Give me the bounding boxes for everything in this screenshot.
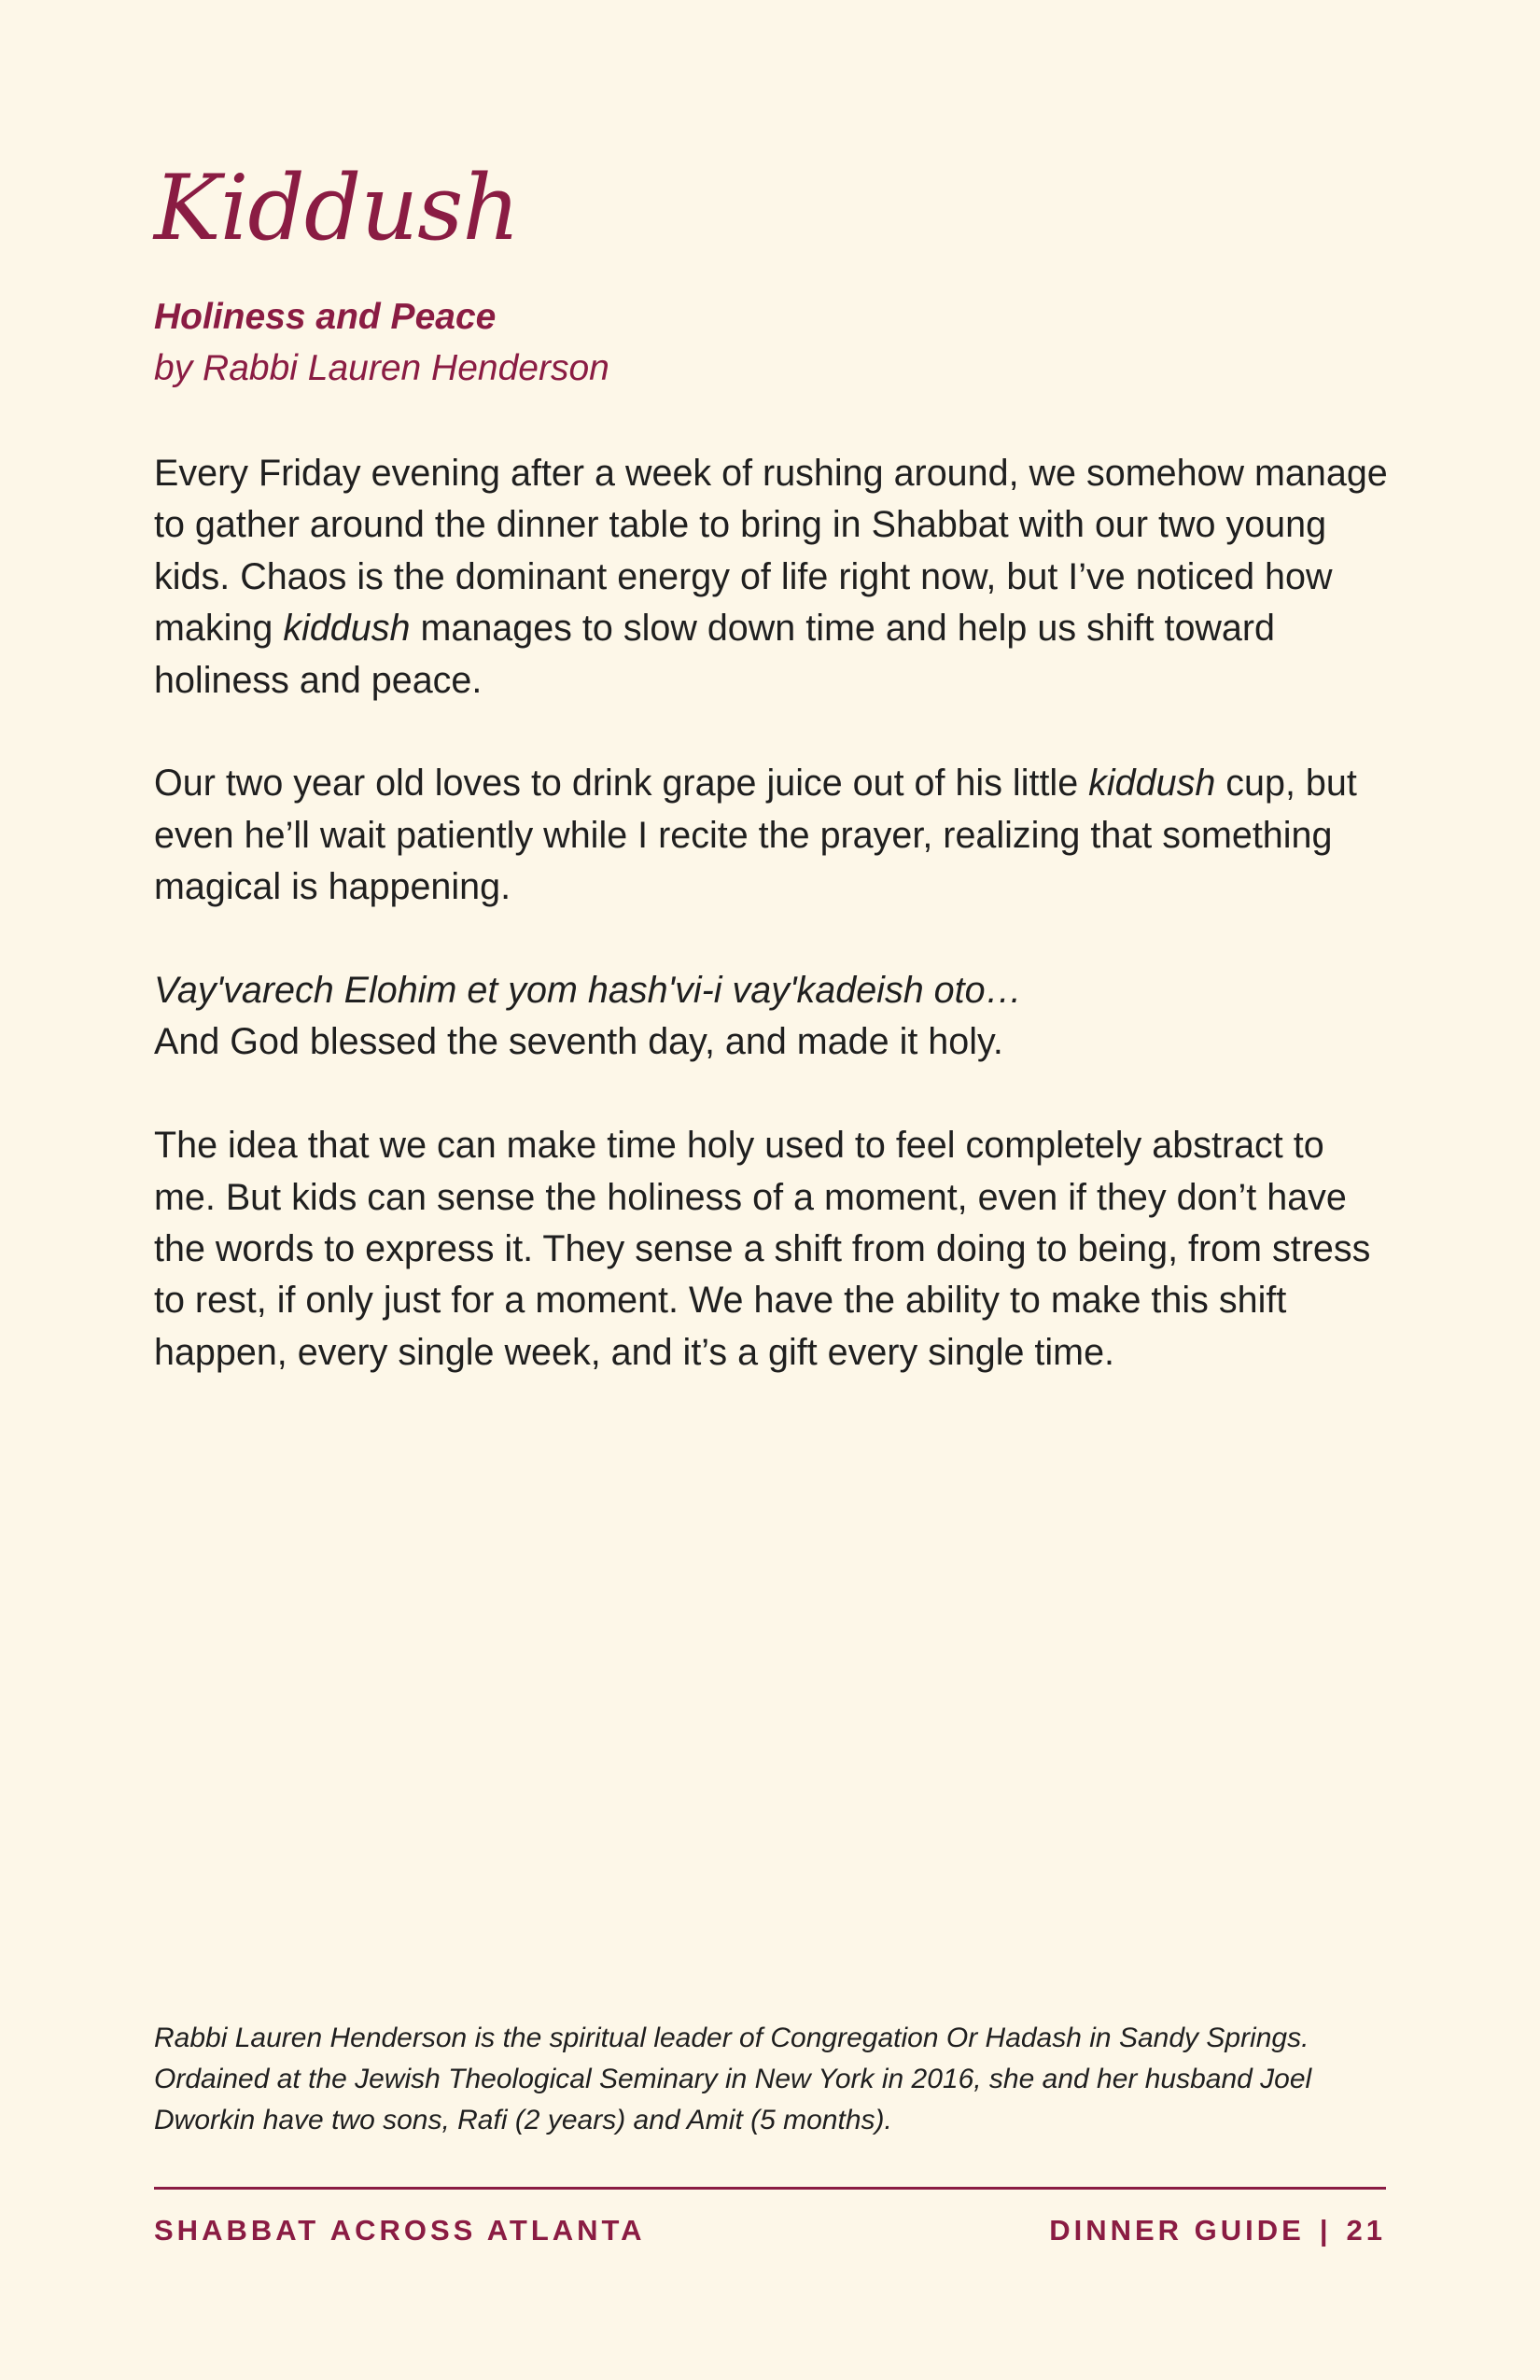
paragraph-1-text-b: manages to slow down time and help us shift toward holiness and peace. [154, 608, 1276, 701]
paragraph-3 [154, 965, 1395, 1069]
footer-publication: SHABBAT ACROSS ATLANTA [154, 2214, 646, 2247]
paragraph-2-kiddush: kiddush [1088, 763, 1216, 805]
article-body [154, 448, 1395, 1431]
footer-section [1049, 2212, 1386, 2249]
footer-divider [154, 2187, 1386, 2190]
english-translation: And God blessed the seventh day, and made it holy. [154, 1021, 1003, 1063]
paragraph-2-text-b: cup, but even he’ll wait patiently while I recite the prayer, realizing that something magical is happening. [154, 763, 1357, 908]
paragraph-1-kiddush: kiddush [283, 608, 411, 650]
footer-separator: | [1319, 2214, 1332, 2247]
article-byline: by Rabbi Lauren Henderson [154, 348, 609, 388]
page-number: 21 [1346, 2214, 1386, 2247]
article-title: Kiddush [154, 156, 520, 260]
paragraph-4: The idea that we can make time holy used to feel completely abstract to me. But kids can sense the holiness of a moment, even if they don’t have the words to express it. They sense a shift from doing to being, from stress to rest, if only just for a moment. We have the ability to make this shift happen, every single week, and it’s a gift every single time. [154, 1125, 1371, 1373]
paragraph-2-text-a: Our two year old loves to drink grape juice out of his little [154, 763, 1089, 805]
paragraph-2 [154, 758, 1395, 913]
paragraph-1-text-a: Every Friday evening after a week of rushing around, we somehow manage to gather around the dinner table to bring in Shabbat with our two young kids. Chaos is the dominant energy of life right now, but I’ve noticed how making [154, 453, 1388, 650]
footer-guide-label: DINNER GUIDE [1049, 2214, 1305, 2247]
article-subtitle: Holiness and Peace [154, 297, 497, 337]
paragraph-1 [154, 448, 1395, 707]
page [154, 0, 1386, 2380]
author-bio: Rabbi Lauren Henderson is the spiritual leader of Congregation Or Hadash in Sandy Springs. Ordained at the Jewish Theological Seminary in New York in 2016, she and her husband Joel Dworkin have two sons, Rafi (2 years) and Amit (5 months). [154, 2023, 1312, 2135]
hebrew-transliteration: Vay'varech Elohim et yom hash'vi-i vay'kadeish oto… [154, 970, 1023, 1012]
